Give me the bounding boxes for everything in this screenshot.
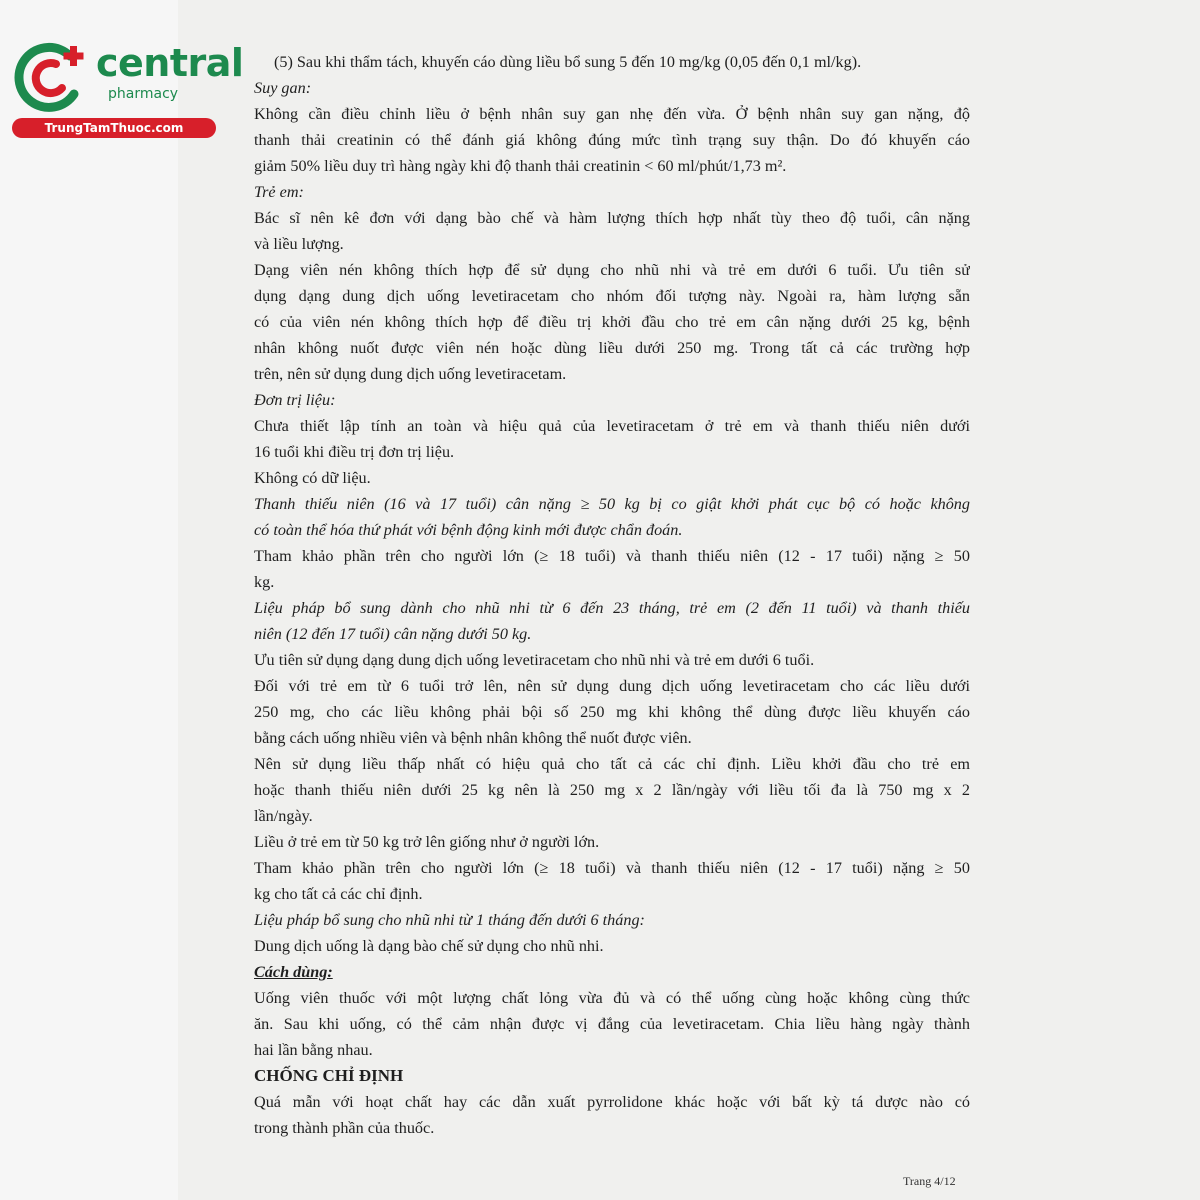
pharmacy-logo[interactable] bbox=[8, 30, 244, 140]
text-line: Dạng viên nén không thích hợp để sử dụng cho nhũ nhi và trẻ em dưới 6 tuổi. Ưu tiên sử bbox=[254, 261, 970, 279]
text-line: Không cần điều chỉnh liều ở bệnh nhân suy gan nhẹ đến vừa. Ở bệnh nhân suy gan nặng, độ bbox=[254, 105, 970, 123]
text-line: có toàn thể hóa thứ phát với bệnh động kinh mới được chẩn đoán. bbox=[254, 521, 683, 539]
section-heading: CHỐNG CHỈ ĐỊNH bbox=[254, 1066, 404, 1085]
text-line: thanh thải creatinin có thể đánh giá không đúng mức tình trạng suy thận. Do đó khuyến cáo bbox=[254, 131, 970, 149]
text-line: kg. bbox=[254, 573, 275, 591]
text-line: trên, nên sử dụng dung dịch uống levetiracetam. bbox=[254, 365, 567, 383]
text-line: kg cho tất cả các chỉ định. bbox=[254, 885, 423, 903]
text-line: hoặc thanh thiếu niên dưới 25 kg nên là 250 mg x 2 lần/ngày với liều tối đa là 750 mg x 2 bbox=[254, 781, 970, 799]
text-line: Ưu tiên sử dụng dạng dung dịch uống levetiracetam cho nhũ nhi và trẻ em dưới 6 tuổi. bbox=[254, 651, 815, 669]
text-line: Đối với trẻ em từ 6 tuổi trở lên, nên sử dụng dung dịch uống levetiracetam cho các liều dưới bbox=[254, 677, 970, 695]
brand-name: central bbox=[96, 41, 244, 85]
text-line: Trẻ em: bbox=[254, 183, 304, 201]
text-line: Thanh thiếu niên (16 và 17 tuổi) cân nặng ≥ 50 kg bị co giật khởi phát cục bộ có hoặc không bbox=[254, 495, 970, 513]
brand-url[interactable]: TrungTamThuoc.com bbox=[12, 118, 216, 138]
text-line: niên (12 đến 17 tuổi) cân nặng dưới 50 kg. bbox=[254, 625, 532, 643]
text-line: có của viên nén không thích hợp để điều trị khởi đầu cho trẻ em cân nặng dưới 25 kg, bệnh bbox=[254, 313, 970, 331]
text-line: lần/ngày. bbox=[254, 807, 313, 825]
text-line: Chưa thiết lập tính an toàn và hiệu quả của levetiracetam ở trẻ em và thanh thiếu niên dưới bbox=[254, 417, 970, 435]
text-line: (5) Sau khi thẩm tách, khuyến cáo dùng liều bổ sung 5 đến 10 mg/kg (0,05 đến 0,1 ml/kg). bbox=[274, 53, 862, 71]
text-line: Dung dịch uống là dạng bào chế sử dụng cho nhũ nhi. bbox=[254, 937, 604, 955]
text-line: giảm 50% liều duy trì hàng ngày khi độ thanh thải creatinin < 60 ml/phút/1,73 m². bbox=[254, 157, 787, 175]
text-line: Bác sĩ nên kê đơn với dạng bào chế và hàm lượng thích hợp nhất tùy theo độ tuổi, cân nặng bbox=[254, 209, 970, 227]
text-line: hai lần bằng nhau. bbox=[254, 1041, 373, 1059]
subsection-heading: Cách dùng: bbox=[254, 963, 333, 981]
page-number: Trang 4/12 bbox=[903, 1174, 956, 1188]
text-line: Suy gan: bbox=[254, 79, 312, 97]
text-line: và liều lượng. bbox=[254, 235, 344, 253]
text-line: 250 mg, cho các liều không phải bội số 250 mg khi không thể dùng được liều khuyến cáo bbox=[254, 703, 970, 721]
text-line: Tham khảo phần trên cho người lớn (≥ 18 tuổi) và thanh thiếu niên (12 - 17 tuổi) nặng ≥ 50 bbox=[254, 547, 970, 565]
text-line: Quá mẫn với hoạt chất hay các dẫn xuất pyrrolidone khác hoặc với bất kỳ tá dược nào có bbox=[254, 1093, 970, 1111]
text-line: 16 tuổi khi điều trị đơn trị liệu. bbox=[254, 443, 455, 461]
text-line: Nên sử dụng liều thấp nhất có hiệu quả cho tất cả các chỉ định. Liều khởi đầu cho trẻ em bbox=[254, 755, 970, 773]
text-line: trong thành phần của thuốc. bbox=[254, 1119, 435, 1137]
text-line: bằng cách uống nhiều viên và bệnh nhân không thể nuốt được viên. bbox=[254, 729, 692, 747]
text-line: Uống viên thuốc với một lượng chất lỏng vừa đủ và có thể uống cùng hoặc không cùng thức bbox=[254, 989, 970, 1007]
text-line: Tham khảo phần trên cho người lớn (≥ 18 tuổi) và thanh thiếu niên (12 - 17 tuổi) nặng ≥ 50 bbox=[254, 859, 970, 877]
text-line: Đơn trị liệu: bbox=[254, 391, 336, 409]
text-line: nhân không nuốt được viên nén hoặc dùng liều dưới 250 mg. Trong tất cả các trường hợp bbox=[254, 339, 970, 357]
text-line: Liệu pháp bổ sung cho nhũ nhi từ 1 tháng đến dưới 6 tháng: bbox=[254, 911, 645, 929]
brand-subtitle: pharmacy bbox=[108, 86, 179, 102]
text-line: Không có dữ liệu. bbox=[254, 469, 371, 487]
document-body bbox=[254, 49, 970, 1141]
text-line: ăn. Sau khi uống, có thể cảm nhận được vị đắng của levetiracetam. Chia liều hàng ngày thành bbox=[254, 1015, 970, 1033]
text-line: dụng dạng dung dịch uống levetiracetam cho nhóm đối tượng này. Ngoài ra, hàm lượng sẵn bbox=[254, 287, 970, 305]
text-line: Liều ở trẻ em từ 50 kg trở lên giống như ở người lớn. bbox=[254, 833, 600, 851]
pharmacy-logo-icon bbox=[12, 38, 92, 118]
text-line: Liệu pháp bổ sung dành cho nhũ nhi từ 6 đến 23 tháng, trẻ em (2 đến 11 tuổi) và thanh thiếu bbox=[254, 599, 970, 617]
